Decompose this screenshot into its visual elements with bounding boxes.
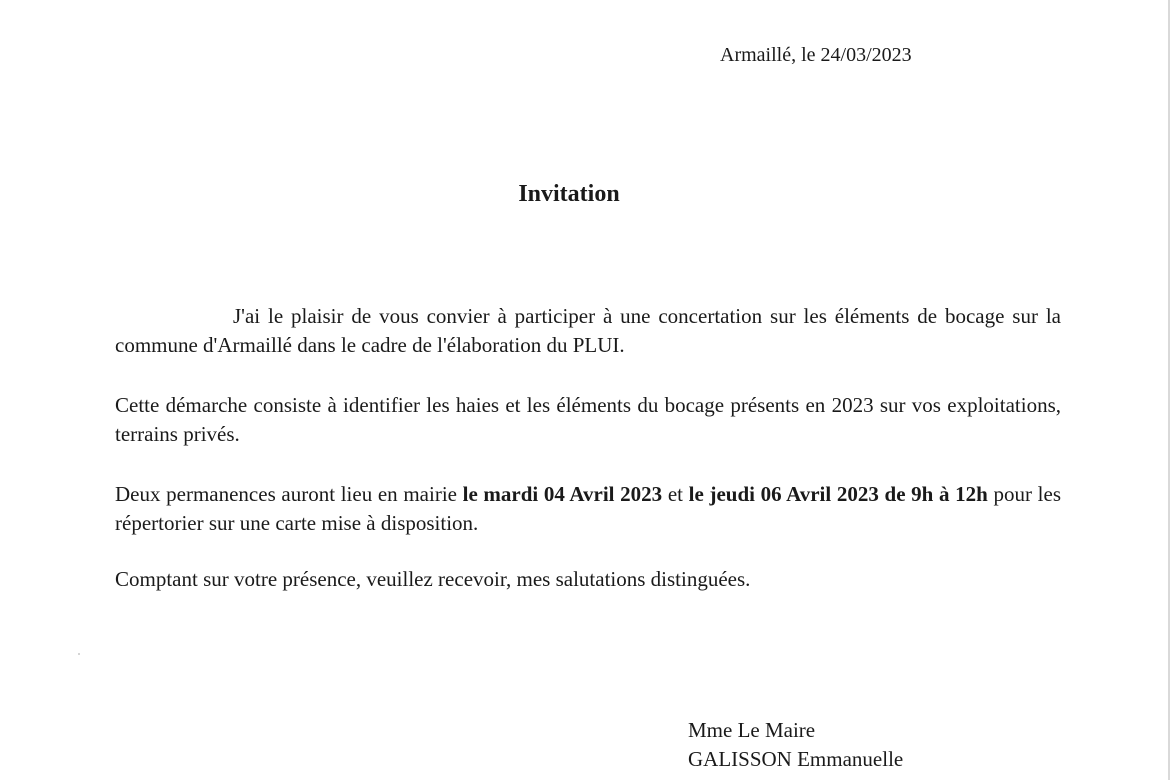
schedule-text-1: Deux permanences auront lieu en mairie <box>115 482 463 506</box>
schedule-text-3: pour les répertorier sur une carte mise à disposition. <box>115 482 1061 535</box>
place-date: Armaillé, le 24/03/2023 <box>720 44 912 66</box>
paragraph-schedule <box>115 480 1061 538</box>
signature-block <box>688 716 903 774</box>
paragraph-closing: Comptant sur votre présence, veuillez recevoir, mes salutations distinguées. <box>115 567 751 591</box>
schedule-text-2: et <box>662 482 689 506</box>
signature-name: GALISSON Emmanuelle <box>688 747 904 771</box>
signature-title: Mme Le Maire <box>688 718 816 742</box>
schedule-date-2: le jeudi 06 Avril 2023 de 9h à 12h <box>688 482 988 506</box>
paragraph-purpose: Cette démarche consiste à identifier les haies et les éléments du bocage présents en 2023 sur vos exploitations, terrains privés. <box>115 393 1061 446</box>
paragraph-invitation: J'ai le plaisir de vous convier à participer à une concertation sur les éléments de bocage sur la commune d'Armaillé dans le cadre de l'élaboration du PLUI. <box>115 304 1061 357</box>
schedule-date-1: le mardi 04 Avril 2023 <box>462 482 663 506</box>
scan-speck <box>78 653 80 655</box>
letter-title: Invitation <box>518 181 620 207</box>
